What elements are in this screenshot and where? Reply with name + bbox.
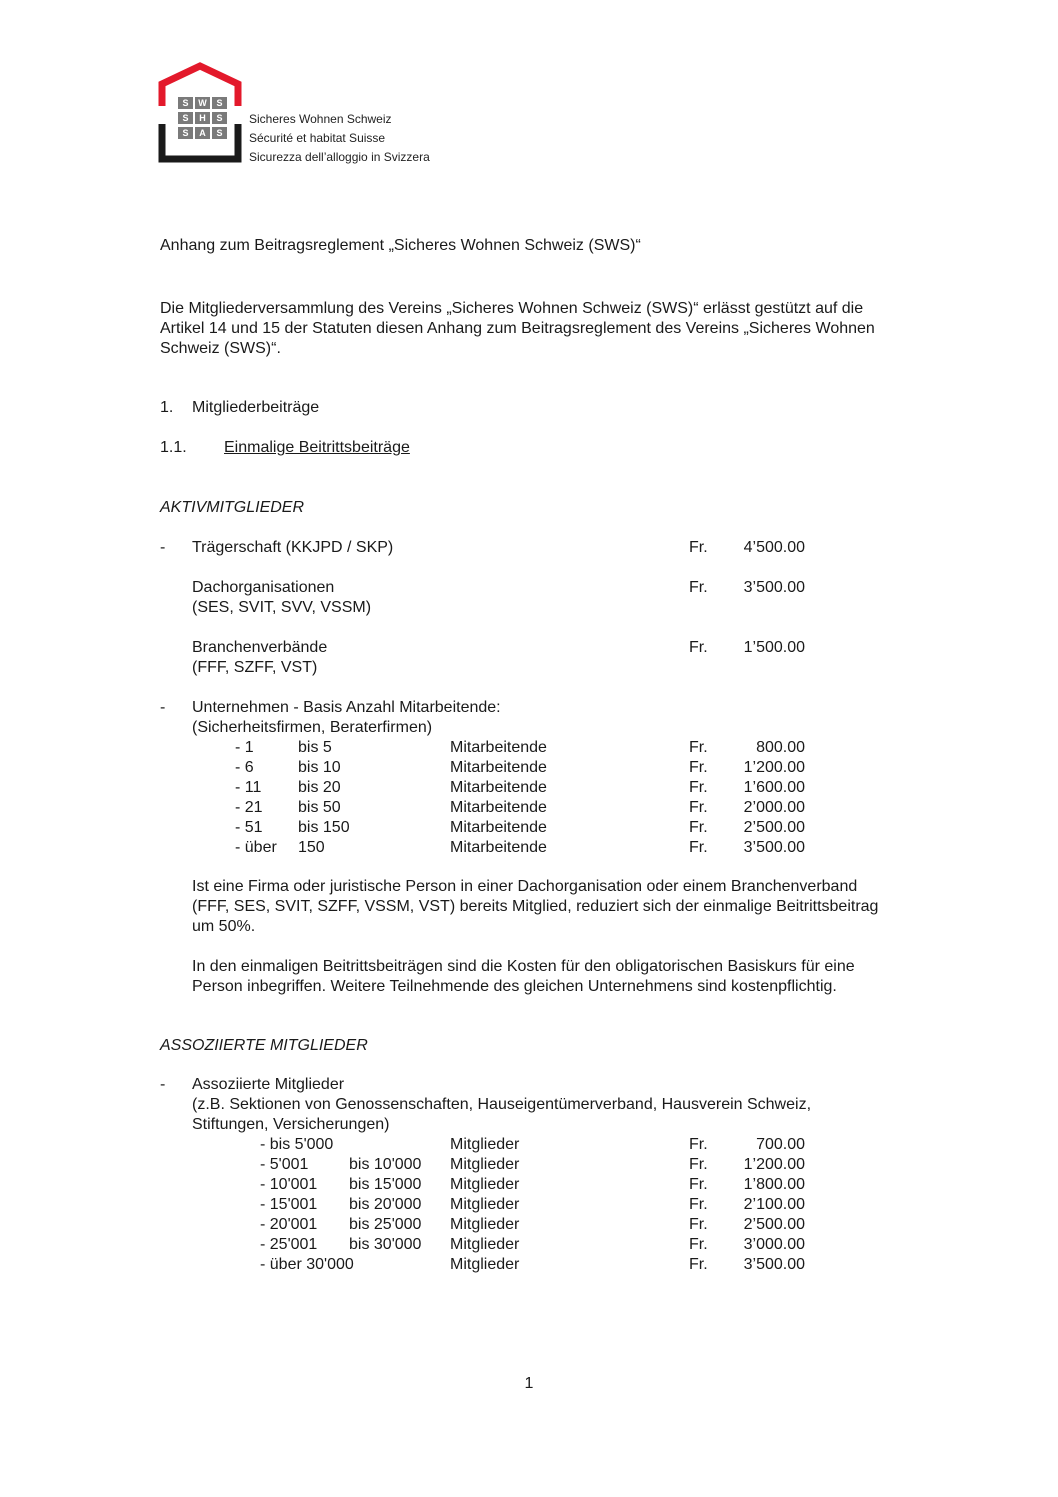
- fee-row-currency: Fr.: [689, 799, 708, 816]
- fee-row-to: bis 30'000: [349, 1236, 422, 1253]
- intro-line-3: Schweiz (SWS)“.: [160, 340, 281, 357]
- logo-grid-cell: W: [195, 97, 210, 109]
- intro-line-2: Artikel 14 und 15 der Statuten diesen Anhang zum Beitragsreglement des Vereins „Sicheres Wohnen: [160, 320, 875, 337]
- unternehmen-bullet: -: [160, 699, 166, 716]
- aktiv-item-label: Branchenverbände: [192, 639, 328, 656]
- fee-row-currency: Fr.: [689, 1136, 708, 1153]
- aktiv-item-sublabel: (SES, SVIT, SVV, VSSM): [192, 599, 372, 616]
- fee-row-unit: Mitglieder: [450, 1136, 520, 1153]
- fee-row-currency: Fr.: [689, 819, 708, 836]
- fee-row-from: - 15'001: [260, 1196, 318, 1213]
- aktiv-heading: AKTIVMITGLIEDER: [160, 499, 305, 516]
- assoziiert-bullet: -: [160, 1076, 166, 1093]
- section-1-1-title: Einmalige Beitrittsbeiträge: [224, 439, 410, 456]
- fee-row-amount: 2’100.00: [743, 1196, 805, 1213]
- logo-grid-cell: H: [195, 112, 210, 124]
- fee-row-amount: 2’500.00: [743, 819, 805, 836]
- fee-row-from: - 6: [235, 759, 254, 776]
- fee-row-currency: Fr.: [689, 1196, 708, 1213]
- fee-row-unit: Mitglieder: [450, 1176, 520, 1193]
- fee-row-unit: Mitglieder: [450, 1236, 520, 1253]
- fee-row-from: - 1: [235, 739, 254, 756]
- fee-row-from: - über: [235, 839, 277, 856]
- aktiv-item-label: Dachorganisationen: [192, 579, 335, 596]
- logo-grid-cell: S: [178, 112, 193, 124]
- section-1-1-number: 1.1.: [160, 439, 187, 456]
- fee-row-to: bis 10: [298, 759, 341, 776]
- fee-row-currency: Fr.: [689, 839, 708, 856]
- fee-row-to: bis 20: [298, 779, 341, 796]
- note-2-line-2: Person inbegriffen. Weitere Teilnehmende des gleichen Unternehmens sind kostenpflichtig.: [192, 978, 837, 995]
- fee-row-amount: 3’000.00: [743, 1236, 805, 1253]
- fee-row-to: bis 50: [298, 799, 341, 816]
- fee-row-currency: Fr.: [689, 1236, 708, 1253]
- aktiv-item-bullet: -: [160, 539, 166, 556]
- assoziiert-label: Assoziierte Mitglieder: [192, 1076, 345, 1093]
- note-1-line-3: um 50%.: [192, 918, 256, 935]
- logo-line-fr: Sécurité et habitat Suisse: [249, 131, 386, 145]
- fee-row-unit: Mitarbeitende: [450, 799, 547, 816]
- assoziiert-sublabel-2: Stiftungen, Versicherungen): [192, 1116, 390, 1133]
- logo-grid-cell: A: [195, 127, 210, 139]
- assoziiert-heading: ASSOZIIERTE MITGLIEDER: [160, 1037, 368, 1054]
- intro-line-1: Die Mitgliederversammlung des Vereins „Sicheres Wohnen Schweiz (SWS)“ erlässt gestützt auf die: [160, 300, 864, 317]
- fee-row-amount: 1’200.00: [743, 759, 805, 776]
- fee-row-currency: Fr.: [689, 1156, 708, 1173]
- fee-row-from: - 21: [235, 799, 263, 816]
- fee-row-unit: Mitarbeitende: [450, 759, 547, 776]
- logo-grid-cell: S: [212, 127, 227, 139]
- note-1-line-2: (FFF, SES, SVIT, SZFF, VSSM, VST) bereits Mitglied, reduziert sich der einmalige Beitrittsbeitrag: [192, 898, 879, 915]
- unternehmen-label: Unternehmen - Basis Anzahl Mitarbeitende:: [192, 699, 501, 716]
- fee-row-unit: Mitarbeitende: [450, 779, 547, 796]
- fee-row-amount: 1’800.00: [743, 1176, 805, 1193]
- aktiv-item-currency: Fr.: [689, 639, 708, 656]
- aktiv-item-amount: 4’500.00: [743, 539, 805, 556]
- document-title: Anhang zum Beitragsreglement „Sicheres Wohnen Schweiz (SWS)“: [160, 237, 641, 254]
- fee-row-unit: Mitarbeitende: [450, 839, 547, 856]
- fee-row-from: - bis 5'000: [260, 1136, 334, 1153]
- aktiv-item-currency: Fr.: [689, 579, 708, 596]
- aktiv-item-label: Trägerschaft (KKJPD / SKP): [192, 539, 394, 556]
- fee-row-amount: 700.00: [756, 1136, 805, 1153]
- note-1-line-1: Ist eine Firma oder juristische Person in einer Dachorganisation oder einem Branchenverband: [192, 878, 858, 895]
- fee-row-amount: 3’500.00: [743, 839, 805, 856]
- fee-row-unit: Mitarbeitende: [450, 739, 547, 756]
- fee-row-amount: 1’200.00: [743, 1156, 805, 1173]
- fee-row-unit: Mitglieder: [450, 1196, 520, 1213]
- fee-row-from: - über 30'000: [260, 1256, 354, 1273]
- aktiv-item-sublabel: (FFF, SZFF, VST): [192, 659, 318, 676]
- fee-row-to: bis 15'000: [349, 1176, 422, 1193]
- assoziiert-sublabel-1: (z.B. Sektionen von Genossenschaften, Hauseigentümerverband, Hausverein Schweiz,: [192, 1096, 812, 1113]
- aktiv-item-amount: 1’500.00: [743, 639, 805, 656]
- fee-row-amount: 1’600.00: [743, 779, 805, 796]
- fee-row-from: - 10'001: [260, 1176, 318, 1193]
- fee-row-currency: Fr.: [689, 759, 708, 776]
- fee-row-to: 150: [298, 839, 325, 856]
- fee-row-from: - 51: [235, 819, 263, 836]
- logo-grid-cell: S: [212, 97, 227, 109]
- fee-row-from: - 5'001: [260, 1156, 309, 1173]
- logo-grid-cell: S: [178, 97, 193, 109]
- fee-row-to: bis 5: [298, 739, 332, 756]
- fee-row-to: bis 150: [298, 819, 350, 836]
- fee-row-currency: Fr.: [689, 739, 708, 756]
- fee-row-from: - 11: [235, 779, 262, 796]
- fee-row-to: bis 20'000: [349, 1196, 422, 1213]
- fee-row-from: - 25'001: [260, 1236, 318, 1253]
- fee-row-amount: 3’500.00: [743, 1256, 805, 1273]
- aktiv-item-amount: 3’500.00: [743, 579, 805, 596]
- fee-row-unit: Mitglieder: [450, 1216, 520, 1233]
- fee-row-to: bis 25'000: [349, 1216, 422, 1233]
- fee-row-unit: Mitglieder: [450, 1156, 520, 1173]
- fee-row-currency: Fr.: [689, 1216, 708, 1233]
- fee-row-unit: Mitarbeitende: [450, 819, 547, 836]
- fee-row-amount: 2’500.00: [743, 1216, 805, 1233]
- note-2-line-1: In den einmaligen Beitrittsbeiträgen sind die Kosten für den obligatorischen Basiskurs für eine: [192, 958, 855, 975]
- fee-row-from: - 20'001: [260, 1216, 318, 1233]
- logo-line-it: Sicurezza dell’alloggio in Svizzera: [249, 150, 430, 164]
- fee-row-currency: Fr.: [689, 779, 708, 796]
- aktiv-item-currency: Fr.: [689, 539, 708, 556]
- logo-grid-cell: S: [212, 112, 227, 124]
- logo-line-de: Sicheres Wohnen Schweiz: [249, 112, 392, 126]
- fee-row-amount: 800.00: [756, 739, 805, 756]
- section-1-title: Mitgliederbeiträge: [192, 399, 320, 416]
- logo-grid-cell: S: [178, 127, 193, 139]
- fee-row-unit: Mitglieder: [450, 1256, 520, 1273]
- page-number: 1: [524, 1375, 534, 1392]
- fee-row-currency: Fr.: [689, 1176, 708, 1193]
- fee-row-amount: 2’000.00: [743, 799, 805, 816]
- section-1-number: 1.: [160, 399, 174, 416]
- fee-row-currency: Fr.: [689, 1256, 708, 1273]
- unternehmen-sublabel: (Sicherheitsfirmen, Beraterfirmen): [192, 719, 433, 736]
- fee-row-to: bis 10'000: [349, 1156, 422, 1173]
